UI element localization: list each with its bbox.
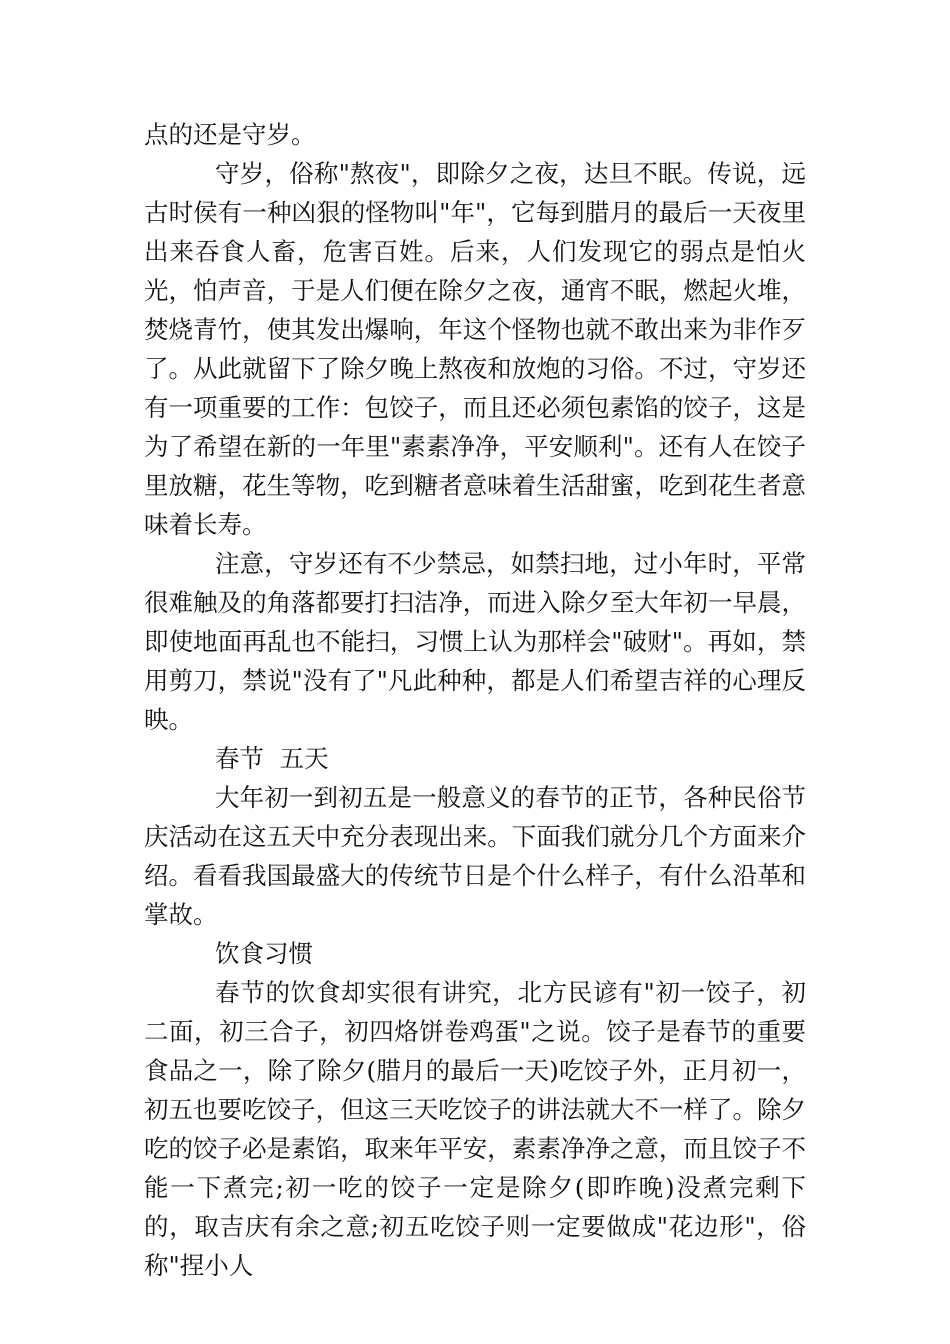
paragraph-five-days: 大年初一到初五是一般意义的春节的正节，各种民俗节庆活动在这五天中充分表现出来。下面我们就分几个方面来介绍。看看我国最盛大的传统节日是个什么样子，有什么沿革和掌故。 bbox=[144, 783, 806, 929]
paragraph-food-customs: 春节的饮食却实很有讲究，北方民谚有"初一饺子，初二面，初三合子，初四烙饼卷鸡蛋"之说。饺子是春节的重要食品之一，除了除夕(腊月的最后一天)吃饺子外，正月初一，初五也要吃饺子，但这三天吃饺子的讲法就大不一样了。除夕吃的饺子必是素馅，取来年平安，素素净净之意，而且饺子不能一下煮完;初一吃的饺子一定是除夕(即昨晚)没煮完剩下的，取吉庆有余之意;初五吃饺子则一定要做成"花边形"，俗称"捏小人 bbox=[144, 978, 806, 1280]
paragraph-shousui: 守岁，俗称"熬夜"，即除夕之夜，达旦不眠。传说，远古时侯有一种凶狠的怪物叫"年"，它每到腊月的最后一天夜里出来吞食人畜，危害百姓。后来，人们发现它的弱点是怕火光，怕声音，于是人们便在除夕之夜，通宵不眠，燃起火堆，焚烧青竹，使其发出爆响，年这个怪物也就不敢出来为非作歹了。从此就留下了除夕晚上熬夜和放炮的习俗。不过，守岁还有一项重要的工作：包饺子，而且还必须包素馅的饺子，这是为了希望在新的一年里"素素净净，平安顺利"。还有人在饺子里放糖，花生等物，吃到糖者意味着生活甜蜜，吃到花生者意味着长寿。 bbox=[144, 159, 806, 539]
section-heading-food-customs: 饮食习惯 bbox=[215, 939, 314, 968]
section-heading-five-days: 春节 五天 bbox=[215, 744, 329, 773]
paragraph-taboos: 注意，守岁还有不少禁忌，如禁扫地，过小年时，平常很难触及的角落都要打扫洁净，而进入除夕至大年初一早晨，即使地面再乱也不能扫，习惯上认为那样会"破财"。再如，禁用剪刀，禁说"没有了"凡此种种，都是人们希望吉祥的心理反映。 bbox=[144, 549, 806, 734]
paragraph-continuation: 点的还是守岁。 bbox=[144, 120, 316, 149]
document-body bbox=[144, 115, 806, 1285]
